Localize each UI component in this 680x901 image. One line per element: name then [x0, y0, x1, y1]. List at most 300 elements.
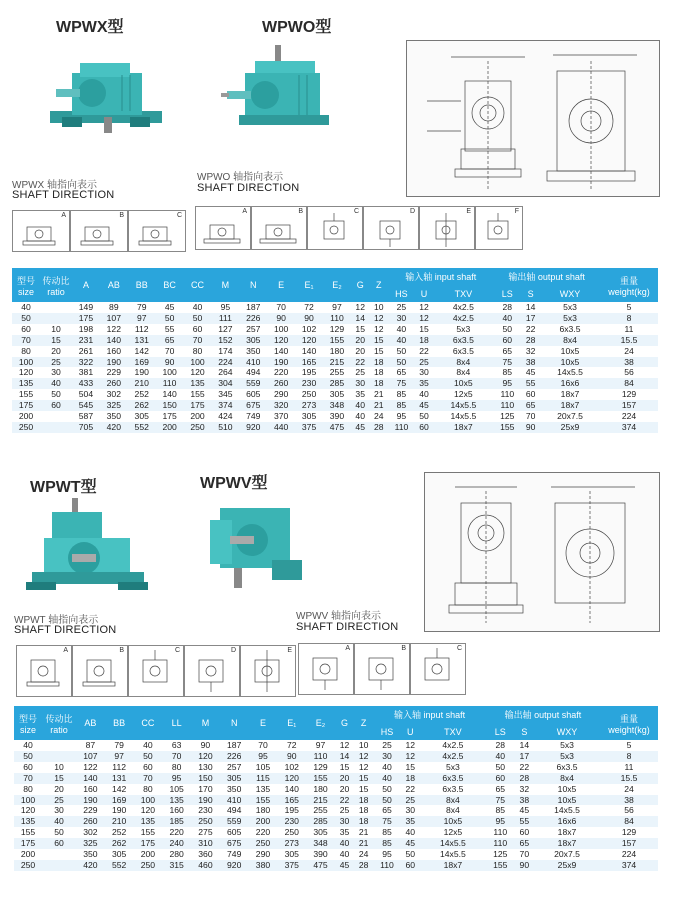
table-cell: 220 — [169, 827, 184, 838]
table-cell: 215 — [306, 795, 335, 806]
table-cell: 8 — [600, 313, 658, 324]
wpwx-direction-c-diagram — [128, 210, 186, 252]
direction-label: A — [63, 647, 68, 654]
table-cell: 140 — [100, 335, 128, 346]
header-ls: LS — [493, 285, 521, 302]
wpwx-direction-en: SHAFT DIRECTION — [12, 189, 115, 201]
table-cell: 230 — [198, 805, 213, 816]
table-cell: 22 — [419, 345, 429, 356]
size-cell: 155 — [18, 389, 34, 400]
size-cell: 80 — [21, 345, 31, 356]
table-cell: 65 — [515, 838, 534, 849]
table-cell: 273 — [277, 838, 306, 849]
table-cell: 97 — [315, 740, 326, 750]
table-cell: 110 — [493, 827, 508, 838]
table-cell: 6x3.5 — [559, 323, 581, 334]
table-cell: 8x4 — [456, 367, 471, 378]
table-cell: 95 — [220, 302, 231, 312]
ratio-cell: 40 — [40, 378, 72, 389]
header-hs: HS — [388, 285, 415, 302]
table-cell: 111 — [211, 313, 239, 324]
table-cell: 305 — [313, 827, 328, 838]
table-cell: 5x3 — [563, 302, 577, 312]
table-cell: 38 — [521, 357, 540, 368]
wpwx-wpwo-spec-table — [12, 268, 658, 433]
table-row — [12, 335, 658, 346]
table-row — [14, 795, 658, 806]
table-cell: 475 — [306, 860, 335, 871]
table-cell: 97 — [105, 751, 134, 762]
table-cell: 160 — [83, 783, 98, 794]
header-cc: CC — [184, 268, 212, 302]
size-cell: 155 — [20, 827, 36, 838]
table-cell: 14x5.5 — [433, 400, 493, 411]
table-cell: 424 — [218, 411, 233, 422]
wpwt-direction-b-diagram — [72, 645, 128, 697]
table-cell: 310 — [191, 838, 220, 849]
table-cell: 50 — [134, 751, 163, 762]
header-ab: AB — [76, 706, 105, 740]
table-cell: 920 — [239, 422, 267, 433]
table-cell: 18 — [354, 795, 373, 806]
table-cell: 110 — [306, 751, 335, 762]
table-cell: 28 — [515, 773, 534, 784]
table-cell: 38 — [600, 357, 658, 368]
table-cell: 198 — [78, 323, 94, 334]
table-cell: 305 — [329, 389, 345, 400]
table-row — [14, 816, 658, 827]
table-cell: 80 — [171, 761, 182, 772]
table-cell: 149 — [78, 302, 94, 312]
table-cell: 50 — [396, 345, 407, 356]
table-cell: 55 — [515, 816, 534, 827]
wpwt-gearbox-photo — [22, 498, 162, 598]
table-cell: 675 — [220, 838, 249, 849]
table-cell: 65 — [156, 335, 184, 346]
table-cell: 165 — [295, 357, 323, 368]
table-cell: 587 — [78, 411, 94, 422]
table-cell: 14x5.5 — [557, 367, 583, 378]
table-cell: 110 — [373, 860, 400, 871]
table-cell: 255 — [329, 367, 345, 378]
table-cell: 135 — [134, 816, 163, 827]
table-cell: 475 — [323, 422, 351, 433]
table-cell: 5x3 — [540, 313, 600, 324]
table-cell: 155 — [306, 773, 335, 784]
header-input-shaft: 输入轴 input shaft — [373, 706, 486, 723]
table-cell: 65 — [521, 400, 540, 411]
table-cell: 374 — [600, 422, 658, 433]
table-cell: 749 — [246, 411, 261, 422]
table-cell: 350 — [227, 783, 242, 794]
table-row — [14, 751, 658, 762]
table-cell: 140 — [274, 345, 289, 356]
table-cell: 140 — [76, 773, 105, 784]
table-row — [14, 740, 658, 751]
size-cell: 50 — [14, 751, 42, 762]
table-cell: 229 — [83, 805, 98, 816]
table-cell: 122 — [83, 761, 98, 772]
wpwv-direction-c-diagram — [410, 643, 466, 695]
table-cell: 40 — [339, 849, 350, 860]
table-cell: 155 — [493, 422, 521, 433]
header-u: U — [401, 723, 420, 740]
table-cell: 90 — [156, 357, 184, 368]
table-cell: 494 — [246, 367, 261, 378]
table-cell: 231 — [72, 335, 100, 346]
size-cell: 100 — [14, 795, 42, 806]
table-cell: 374 — [600, 860, 658, 871]
direction-label: C — [353, 208, 359, 215]
table-cell: 50 — [156, 313, 184, 324]
table-cell: 348 — [306, 838, 335, 849]
table-cell: 12x5 — [443, 827, 463, 838]
table-cell: 304 — [211, 378, 239, 389]
table-cell: 552 — [128, 422, 156, 433]
table-cell: 224 — [621, 849, 637, 860]
table-cell: 559 — [239, 378, 267, 389]
table-cell: 72 — [286, 740, 297, 750]
table-cell: 187 — [246, 302, 261, 312]
table-cell: 95 — [486, 816, 515, 827]
table-cell: 250 — [249, 838, 278, 849]
table-cell: 20x7.5 — [554, 849, 580, 860]
table-cell: 70 — [525, 411, 536, 422]
table-cell: 169 — [128, 357, 156, 368]
size-cell: 175 — [14, 838, 42, 849]
header-ll: LL — [162, 706, 191, 740]
table-row — [12, 346, 658, 357]
table-cell: 21 — [354, 838, 373, 849]
table-cell: 260 — [100, 378, 128, 389]
header-bb: BB — [105, 706, 134, 740]
table-cell: 15 — [374, 345, 384, 356]
header-m: M — [211, 268, 239, 302]
table-cell: 15.5 — [600, 773, 658, 784]
size-cell: 80 — [23, 783, 33, 794]
table-cell: 10 — [374, 302, 384, 312]
table-cell: 14x5.5 — [450, 411, 477, 422]
table-cell: 105 — [169, 783, 184, 794]
table-cell: 302 — [83, 827, 98, 838]
table-cell: 16x6 — [534, 816, 600, 827]
table-cell: 17 — [521, 313, 540, 324]
table-cell: 40 — [335, 838, 354, 849]
table-cell: 262 — [105, 838, 134, 849]
table-cell: 18 — [354, 816, 373, 827]
table-cell: 97 — [332, 302, 342, 312]
table-cell: 250 — [134, 860, 163, 871]
wpwx-technical-drawing — [406, 40, 660, 197]
table-cell: 120 — [277, 773, 306, 784]
table-cell: 142 — [134, 345, 149, 356]
table-cell: 12 — [405, 740, 416, 750]
size-cell: 120 — [20, 805, 36, 816]
table-cell: 200 — [249, 816, 278, 827]
table-cell: 112 — [134, 323, 149, 334]
table-cell: 374 — [211, 400, 239, 411]
table-cell: 50 — [373, 795, 400, 806]
table-cell: 110 — [156, 378, 184, 389]
ratio-cell: 10 — [51, 323, 61, 334]
table-cell: 155 — [249, 795, 278, 806]
table-cell: 60 — [415, 422, 434, 433]
table-cell: 60 — [143, 761, 153, 772]
table-cell: 302 — [106, 389, 121, 400]
table-cell: 90 — [521, 422, 540, 433]
table-cell: 45 — [164, 302, 175, 312]
table-cell: 90 — [295, 313, 323, 324]
table-cell: 155 — [140, 827, 156, 838]
table-cell: 6x3.5 — [556, 761, 578, 772]
table-cell: 494 — [227, 805, 242, 816]
table-cell: 75 — [373, 816, 400, 827]
table-cell: 56 — [624, 805, 634, 816]
table-cell: 95 — [382, 849, 392, 860]
table-cell: 40 — [382, 761, 392, 772]
table-cell: 14 — [525, 302, 536, 312]
table-cell: 45 — [525, 367, 536, 378]
table-cell: 8x4 — [540, 335, 600, 346]
table-cell: 107 — [76, 751, 105, 762]
table-cell: 5 — [626, 740, 632, 750]
table-cell: 30 — [335, 816, 354, 827]
ratio-cell — [42, 751, 76, 762]
table-cell: 70 — [164, 345, 175, 356]
header-weight: 重量 weight(kg) — [600, 706, 658, 740]
table-cell: 5x3 — [456, 323, 471, 334]
table-cell: 40 — [486, 751, 515, 762]
table-cell: 14x5.5 — [554, 805, 580, 816]
table-cell: 85 — [495, 805, 506, 816]
wpwv-gearbox-photo — [190, 500, 320, 595]
header-output-shaft: 输出轴 output shaft — [493, 268, 600, 285]
table-cell: 28 — [354, 860, 373, 871]
table-cell: 140 — [301, 345, 317, 356]
header-s: S — [521, 285, 540, 302]
table-cell: 273 — [295, 400, 323, 411]
table-cell: 22 — [335, 795, 354, 806]
table-row — [12, 313, 658, 324]
table-cell: 17 — [515, 751, 534, 762]
table-cell: 18 — [358, 805, 369, 816]
table-cell: 350 — [83, 849, 98, 860]
table-cell: 30 — [419, 367, 429, 378]
table-cell: 250 — [301, 389, 317, 400]
table-cell: 35 — [401, 816, 420, 827]
direction-label: B — [119, 212, 124, 219]
table-cell: 420 — [100, 422, 128, 433]
table-cell: 260 — [267, 378, 295, 389]
table-cell: 290 — [255, 849, 271, 860]
table-cell: 190 — [134, 367, 149, 378]
table-cell: 6x3.5 — [420, 773, 486, 784]
table-cell: 8x4 — [420, 795, 486, 806]
table-cell: 40 — [355, 411, 365, 422]
header-hs: HS — [373, 723, 400, 740]
table-cell: 15 — [405, 761, 416, 772]
table-cell: 75 — [486, 795, 515, 806]
table-cell: 70 — [162, 751, 191, 762]
direction-label: A — [242, 208, 247, 215]
table-row — [12, 422, 658, 433]
wpwo-direction-e-diagram — [419, 206, 475, 250]
table-cell: 8x4 — [534, 773, 600, 784]
table-cell: 80 — [192, 345, 203, 356]
wpwv-direction-en: SHAFT DIRECTION — [296, 621, 399, 633]
table-cell: 285 — [306, 816, 335, 827]
wpwo-direction-en: SHAFT DIRECTION — [197, 182, 300, 194]
ratio-cell — [42, 860, 76, 871]
table-cell: 50 — [184, 313, 212, 324]
table-cell: 40 — [493, 313, 521, 324]
table-cell: 18x7 — [557, 827, 577, 838]
table-cell: 28 — [502, 302, 513, 312]
ratio-cell — [40, 313, 72, 324]
table-cell: 390 — [329, 411, 345, 422]
ratio-cell — [40, 302, 72, 313]
size-cell: 120 — [18, 367, 34, 378]
table-cell: 749 — [227, 849, 242, 860]
table-cell: 240 — [162, 838, 191, 849]
table-cell: 32 — [525, 345, 536, 356]
table-cell: 275 — [198, 827, 213, 838]
table-cell: 410 — [220, 795, 249, 806]
table-row — [14, 805, 658, 816]
size-cell: 200 — [18, 411, 34, 422]
table-cell: 125 — [493, 849, 508, 860]
table-cell: 70 — [519, 849, 530, 860]
table-cell: 135 — [162, 795, 191, 806]
table-cell: 60 — [401, 860, 420, 871]
table-cell: 140 — [284, 783, 299, 794]
table-cell: 122 — [106, 323, 121, 334]
table-cell: 6x3.5 — [442, 783, 464, 794]
table-cell: 305 — [301, 411, 317, 422]
wpwt-direction-cn: WPWT 轴指向表示 — [14, 615, 99, 626]
table-cell: 4x2.5 — [452, 302, 474, 312]
header-m: M — [191, 706, 220, 740]
ratio-cell: 40 — [42, 816, 76, 827]
header-e2: E₂ — [323, 268, 351, 302]
table-cell: 285 — [323, 378, 351, 389]
table-cell: 24 — [358, 849, 369, 860]
table-cell: 22 — [405, 783, 416, 794]
table-cell: 131 — [128, 335, 156, 346]
table-cell: 920 — [220, 860, 249, 871]
table-cell: 20 — [355, 345, 365, 356]
table-cell: 305 — [111, 849, 127, 860]
table-row — [14, 773, 658, 784]
table-cell: 84 — [600, 816, 658, 827]
table-cell: 38 — [600, 795, 658, 806]
table-cell: 257 — [246, 323, 261, 334]
table-cell: 261 — [78, 345, 94, 356]
header-size: 型号 size — [14, 706, 42, 740]
table-cell: 50 — [405, 849, 416, 860]
table-cell: 24 — [374, 411, 384, 422]
table-cell: 10x5 — [433, 378, 493, 389]
size-cell: 100 — [12, 357, 40, 368]
wpwo-direction-c-diagram — [307, 206, 363, 250]
table-cell: 140 — [162, 389, 177, 400]
table-cell: 230 — [295, 378, 323, 389]
table-cell: 18x7 — [534, 838, 600, 849]
table-row — [12, 400, 658, 411]
header-output-shaft: 输出轴 output shaft — [486, 706, 600, 723]
table-cell: 545 — [72, 400, 100, 411]
direction-label: D — [409, 208, 415, 215]
table-cell: 45 — [519, 805, 530, 816]
table-cell: 40 — [396, 323, 407, 334]
table-cell: 63 — [171, 740, 182, 750]
direction-label: F — [514, 208, 519, 215]
table-cell: 200 — [140, 849, 156, 860]
table-cell: 90 — [515, 860, 534, 871]
table-cell: 250 — [191, 816, 220, 827]
wpwx-direction-cn: WPWX 轴指向表示 — [12, 180, 97, 191]
wpwo-direction-a-diagram — [195, 206, 251, 250]
table-cell: 131 — [105, 773, 134, 784]
table-cell: 85 — [373, 838, 400, 849]
table-cell: 25 — [396, 302, 407, 312]
table-cell: 370 — [274, 411, 289, 422]
size-cell: 40 — [23, 740, 33, 750]
table-cell: 15 — [339, 761, 350, 772]
ratio-cell: 25 — [40, 357, 72, 368]
table-cell: 22 — [525, 323, 536, 334]
table-cell: 45 — [351, 422, 370, 433]
table-cell: 70 — [184, 335, 212, 346]
table-cell: 224 — [621, 411, 637, 422]
table-cell: 40 — [419, 389, 429, 400]
wpwx-direction-a-diagram — [12, 210, 70, 252]
table-cell: 15 — [370, 335, 389, 346]
table-row — [12, 324, 658, 335]
table-cell: 11 — [624, 323, 634, 334]
table-cell: 135 — [255, 783, 271, 794]
table-cell: 79 — [136, 302, 147, 312]
table-cell: 390 — [313, 849, 328, 860]
table-cell: 157 — [600, 838, 658, 849]
direction-label: B — [401, 645, 406, 652]
table-cell: 174 — [218, 345, 233, 356]
table-cell: 420 — [76, 860, 105, 871]
table-row — [14, 784, 658, 795]
direction-label: A — [61, 212, 66, 219]
table-cell: 85 — [502, 367, 513, 378]
direction-label: B — [119, 647, 124, 654]
table-cell: 70 — [276, 302, 286, 312]
table-cell: 79 — [114, 740, 124, 750]
table-cell: 110 — [388, 422, 415, 433]
table-cell: 102 — [284, 761, 299, 772]
table-cell: 322 — [72, 357, 100, 368]
table-cell: 21 — [370, 400, 389, 411]
table-row — [14, 849, 658, 860]
table-cell: 440 — [267, 422, 295, 433]
table-cell: 325 — [76, 838, 105, 849]
size-cell: 175 — [12, 400, 40, 411]
table-cell: 510 — [211, 422, 239, 433]
ratio-cell: 20 — [51, 345, 61, 356]
table-cell: 6x3.5 — [452, 345, 474, 356]
table-cell: 12 — [339, 740, 350, 750]
table-cell: 12 — [374, 323, 384, 334]
header-weight: 重量 weight(kg) — [600, 268, 658, 302]
table-cell: 45 — [335, 860, 354, 871]
table-cell: 175 — [134, 838, 163, 849]
